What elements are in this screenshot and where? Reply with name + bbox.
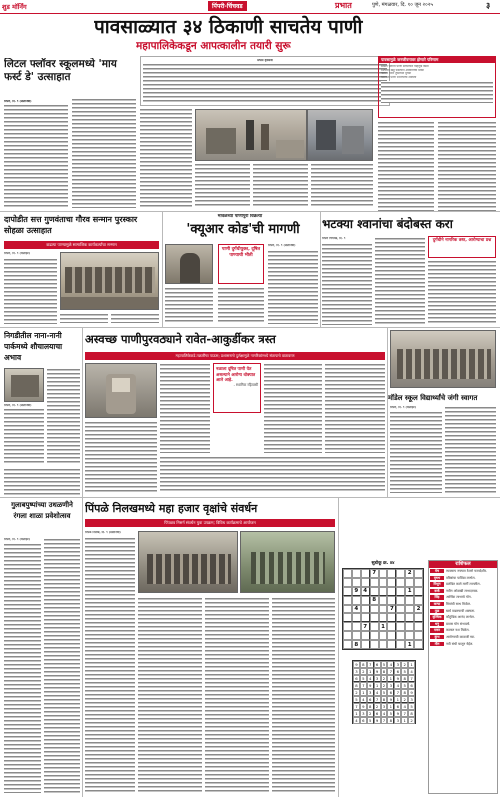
sudoku-answer-cell: 2: [408, 717, 415, 724]
sudoku-answer-cell: 3: [394, 717, 401, 724]
sudoku-cell: 8: [370, 596, 379, 605]
story9-headline: पिंपळे निलखमध्ये महा हजार वृक्षांचे संवर्धन: [85, 502, 258, 515]
sudoku-cell: [396, 613, 405, 622]
sudoku-cell: 1: [405, 640, 414, 649]
sudoku-cell: [343, 587, 352, 596]
story9-col-2: [138, 597, 202, 793]
story7-headline: मॉडेल स्कूल विद्यार्थ्यांचे जंगी स्वागत: [388, 394, 478, 402]
horoscope-item: [430, 628, 496, 632]
sudoku-cell: [352, 622, 361, 631]
sudoku-answer-cell: 9: [367, 682, 374, 689]
sudoku-cell: [379, 605, 388, 614]
story6-quote-author: - स्थानिक रहिवासी: [233, 382, 258, 387]
story1-headline: लिटल फ्लॉवर स्कूलमध्ये 'माय फर्स्ट डे' उत्साहात: [4, 58, 117, 83]
right-box-point: घरांमध्ये पाणी शिरण्याची शक्यता: [381, 75, 417, 79]
sudoku-answer-cell: 1: [401, 717, 408, 724]
story2-photo: [60, 252, 159, 310]
sudoku-answer-cell: 5: [367, 717, 374, 724]
sudoku-grid: [342, 568, 424, 650]
sudoku-answer-cell: 5: [360, 675, 367, 682]
sudoku-answer-cell: 9: [374, 717, 381, 724]
sudoku-answer-cell: 1: [374, 682, 381, 689]
story9-col-3: [205, 597, 269, 793]
sudoku-answer-cell: 2: [381, 682, 388, 689]
horoscope-sign: मकर: [430, 628, 444, 632]
sudoku-answer-cell: 3: [367, 689, 374, 696]
sudoku-answer-cell: 8: [387, 717, 394, 724]
right-box-point: सखल भागात पाणी साचल्याने वाहतूक कोंडी: [381, 65, 429, 68]
horoscope-sign: मिथुन: [430, 582, 444, 586]
sudoku-answer-cell: 1: [387, 703, 394, 710]
story3-quote-text: पाणी दुर्गंधीयुक्त, दूषित पाण्याची भीती: [221, 247, 261, 258]
sudoku-answer-cell: 8: [401, 689, 408, 696]
sudoku-cell: [396, 631, 405, 640]
sudoku-answer-cell: 2: [353, 689, 360, 696]
story4-headline: भटक्या श्वानांचा बंदोबस्त करा: [322, 217, 453, 231]
sudoku-cell: [387, 578, 396, 587]
horoscope-text: प्रवास योग संभवतो.: [446, 621, 471, 626]
sudoku-cell: 4: [352, 605, 361, 614]
horoscope-text: नवीन ओळखी लाभदायक.: [446, 588, 479, 593]
story9-photo-1: [138, 531, 238, 593]
sudoku-cell: [387, 622, 396, 631]
story7-col-2: [445, 406, 496, 493]
sudoku-answer-cell: 3: [381, 703, 388, 710]
story6-col-4: [85, 421, 157, 493]
horoscope-item: [430, 609, 496, 613]
horoscope-sign: सिंह: [430, 595, 444, 599]
sudoku-cell: 2: [414, 605, 423, 614]
horoscope-item: [430, 582, 496, 586]
right-info-box: [378, 56, 496, 118]
horoscope-item: [430, 589, 496, 593]
sudoku-answer-cell: 2: [374, 703, 381, 710]
sudoku-cell: [405, 613, 414, 622]
sudoku-cell: [405, 605, 414, 614]
sudoku-cell: [343, 596, 352, 605]
sudoku-answer-cell: 6: [408, 682, 415, 689]
sudoku-cell: 9: [352, 587, 361, 596]
story5-dateline: पिंपरी, दि. ९ (प्रतिनिधी): [4, 404, 32, 407]
horoscope-text: वरिष्ठांचा पाठिंबा लाभेल.: [446, 575, 476, 580]
sudoku-cell: [396, 569, 405, 578]
sudoku-cell: [387, 640, 396, 649]
horoscope-list: [429, 568, 497, 649]
story3-kicker: मावळच्या पाणीपुरी विक्रेत्या: [217, 214, 263, 219]
horoscope-box: [428, 560, 498, 794]
sudoku-cell: [343, 605, 352, 614]
sudoku-cell: [387, 587, 396, 596]
sudoku-answer-cell: 4: [360, 696, 367, 703]
story9-col-1: [85, 537, 135, 793]
sudoku-cell: [343, 569, 352, 578]
sudoku-cell: [370, 631, 379, 640]
horoscope-sign: कन्या: [430, 602, 444, 606]
story5-col-2: [47, 368, 80, 465]
sudoku-answer-cell: 7: [401, 710, 408, 717]
story6-headline: अस्वच्छ पाणीपुरवठ्याने रावेत-आकुर्डीकर त्रस्त: [85, 332, 276, 346]
story1-col-2: [72, 98, 136, 208]
sudoku-cell: 4: [361, 587, 370, 596]
sudoku-answer-cell: 4: [353, 717, 360, 724]
sudoku-answer-cell: 4: [394, 682, 401, 689]
sudoku-cell: [361, 596, 370, 605]
story9-col-4: [272, 597, 335, 793]
sudoku-cell: [361, 605, 370, 614]
lead-byline: प्रभात वृत्तसेवा: [257, 59, 273, 62]
horoscope-item: [430, 642, 496, 646]
sudoku-answer-cell: 7: [367, 661, 374, 668]
sudoku-answer-cell: 4: [408, 668, 415, 675]
horoscope-text: मित्रांची साथ मिळेल.: [446, 601, 472, 606]
horoscope-item: [430, 635, 496, 639]
sudoku-answer-cell: 6: [353, 675, 360, 682]
sudoku-cell: [361, 569, 370, 578]
sudoku-answer-cell: 5: [381, 689, 388, 696]
horoscope-item: [430, 569, 496, 573]
horoscope-text: कामात यश मिळेल.: [446, 628, 470, 633]
masthead: [0, 0, 500, 14]
story6-col-2: [264, 363, 322, 453]
right-box-text: [381, 81, 493, 103]
sudoku-cell: [370, 605, 379, 614]
sudoku-cell: [405, 622, 414, 631]
story9-photo-2: [240, 531, 335, 593]
story8-headline: गुलाबपुष्पांच्या उधळणीने रंगला शाळा प्रवेशोत्सव: [11, 501, 73, 520]
story3-col-2: [165, 287, 213, 324]
sudoku-cell: [343, 613, 352, 622]
horoscope-sign: कर्क: [430, 589, 444, 593]
story3-photo: [165, 244, 213, 284]
sudoku-answer-cell: 6: [374, 661, 381, 668]
story2-col-2: [60, 313, 108, 323]
sudoku-answer-cell: 7: [374, 696, 381, 703]
sudoku-cell: [370, 622, 379, 631]
story4-sidebar: [428, 236, 496, 258]
sudoku-answer-cell: 7: [353, 703, 360, 710]
sudoku-answer-grid: [352, 660, 416, 724]
sudoku-answer-cell: 7: [394, 689, 401, 696]
sudoku-cell: [414, 622, 423, 631]
story4-col-1: [322, 243, 372, 325]
story9-redbar: पिंपळव निसर्ग संवर्धन युवा उपक्रम; विविध कार्यक्रमाचे आयोजन: [85, 519, 335, 527]
sudoku-cell: [352, 613, 361, 622]
section-label: शुड मॉर्निंग: [2, 3, 27, 11]
sudoku-answer-cell: 5: [381, 661, 388, 668]
sudoku-answer-cell: 8: [353, 682, 360, 689]
lead-col-4: [311, 163, 373, 208]
edition-label: पिंपरी-चिंचवड: [208, 1, 247, 11]
sudoku-answer-cell: 3: [353, 668, 360, 675]
horoscope-item: [430, 622, 496, 626]
sudoku-cell: 8: [352, 640, 361, 649]
sudoku-cell: 7: [361, 622, 370, 631]
sudoku-cell: 2: [405, 569, 414, 578]
sudoku-cell: [387, 631, 396, 640]
horoscope-text: नवी संधी चालून येईल.: [446, 641, 474, 646]
horoscope-text: प्रलंबित कामे मार्गी लागतील.: [446, 582, 481, 587]
sudoku-answer-cell: 8: [367, 703, 374, 710]
sudoku-answer-cell: 5: [387, 710, 394, 717]
sudoku-cell: [370, 587, 379, 596]
story2-dateline: पिंपरी, दि. ९ (वार्ताहर): [4, 252, 31, 255]
horoscope-item: [430, 576, 496, 580]
sudoku-cell: [361, 640, 370, 649]
story7-dateline: पिंपरी, दि. ९ (वार्ताहर): [390, 406, 417, 409]
sudoku-cell: [414, 596, 423, 605]
sudoku-cell: [352, 578, 361, 587]
sudoku-answer-cell: 6: [394, 668, 401, 675]
sudoku-cell: [379, 613, 388, 622]
sudoku-answer-cell: 8: [360, 661, 367, 668]
lead-intro: [140, 56, 390, 106]
sudoku-cell: 7: [387, 605, 396, 614]
sudoku-answer-cell: 4: [367, 675, 374, 682]
sudoku-cell: [379, 631, 388, 640]
sudoku-answer-cell: 6: [387, 689, 394, 696]
sudoku-cell: [379, 569, 388, 578]
sudoku-cell: 7: [370, 569, 379, 578]
sudoku-answer-cell: 6: [360, 717, 367, 724]
sudoku-cell: [396, 578, 405, 587]
sudoku-answer-cell: 9: [408, 689, 415, 696]
horoscope-item: [430, 595, 496, 599]
sudoku-answer-cell: 9: [394, 675, 401, 682]
sudoku-answer-cell: 9: [360, 703, 367, 710]
sudoku-cell: [405, 596, 414, 605]
sudoku-answer-cell: 4: [374, 689, 381, 696]
sudoku-title: सुडोकू क्र. ४४: [371, 561, 395, 566]
story3-col-1: [268, 250, 318, 324]
horoscope-item: [430, 602, 496, 606]
story6-quote: [213, 363, 261, 413]
story8-col-1: [4, 543, 41, 793]
date-line: पुणे, मंगळवार, दि. १० जून २०२५: [372, 2, 433, 8]
brand-logo: प्रभात: [335, 0, 352, 10]
sudoku-cell: [414, 631, 423, 640]
lead-col-3: [253, 163, 308, 208]
story1-dateline: पिंपरी, दि. ९ (प्रतिनिधी): [4, 100, 32, 103]
sudoku-cell: [361, 578, 370, 587]
horoscope-sign: वृश्चिक: [430, 615, 444, 619]
story9-dateline: पिंपळे निलख, दि. ९ (प्रतिनिधी): [85, 531, 121, 534]
horoscope-sign: कुंभ: [430, 635, 444, 639]
sudoku-answer-cell: 1: [387, 675, 394, 682]
horoscope-sign: वृषभ: [430, 576, 444, 580]
sudoku-answer-cell: 3: [387, 682, 394, 689]
story6-redbar: महापालिकेकडे तक्रारींचा पाऊस; प्रशासनाचे दुर्लक्षामुळे नागरिकांमध्ये संतापाचे वातावरण: [85, 352, 385, 360]
sudoku-answer-cell: 1: [408, 661, 415, 668]
sudoku-cell: [387, 596, 396, 605]
sudoku-cell: [343, 578, 352, 587]
story2-redbar: वाढत्या पाण्यामुळे सामाजिक कार्यकर्त्यांचा सन्मान: [4, 241, 159, 249]
story6-quote-text: नळाला दूषित पाणी येत असल्याने आरोग्य धोक्यात आले आहे.: [216, 366, 256, 383]
sudoku-answer-cell: 3: [360, 710, 367, 717]
sudoku-cell: [396, 605, 405, 614]
story6-photo: [85, 363, 157, 418]
sudoku-cell: [379, 596, 388, 605]
sudoku-cell: [396, 622, 405, 631]
story3-col-3: [218, 287, 264, 324]
sudoku-cell: [414, 578, 423, 587]
sudoku-answer-cell: 4: [401, 703, 408, 710]
right-box-point: नाले व गटारे तुंबल्याने दुर्गंधी: [381, 72, 412, 76]
sudoku-cell: [387, 613, 396, 622]
horoscope-text: आर्थिक लाभाचे योग.: [446, 595, 472, 600]
story7-col-1: [390, 411, 442, 493]
lead-photo-1: [195, 109, 307, 161]
sudoku-cell: [396, 596, 405, 605]
page-number: ३: [486, 1, 491, 10]
sudoku-answer-cell: 9: [353, 661, 360, 668]
lead-headline: पावसाळ्यात ३४ ठिकाणी साचतेय पाणी: [94, 16, 363, 38]
sudoku-answer-cell: 8: [401, 675, 408, 682]
sudoku-answer-cell: 8: [381, 696, 388, 703]
horoscope-sign: मेष: [430, 569, 444, 573]
sudoku-cell: [379, 587, 388, 596]
sudoku-cell: [379, 578, 388, 587]
story5-photo: [4, 368, 44, 402]
sudoku-answer-cell: 6: [394, 703, 401, 710]
story8-col-2: [44, 538, 80, 793]
story5-headline: निगडीतील नाना-नानी पार्कमध्ये शौचालयाचा अभाव: [4, 331, 63, 362]
sudoku-cell: [370, 640, 379, 649]
horoscope-text: आरोग्याची काळजी घ्या.: [446, 634, 476, 639]
sudoku-answer-cell: 1: [394, 696, 401, 703]
sudoku-cell: [343, 631, 352, 640]
horoscope-text: खर्च वाढण्याची शक्यता.: [446, 608, 476, 613]
lead-photo-2: [307, 109, 373, 161]
story5-col-3: [4, 468, 80, 496]
sudoku-cell: [361, 613, 370, 622]
sudoku-answer-cell: 2: [401, 661, 408, 668]
sudoku-cell: [396, 640, 405, 649]
sudoku-cell: [370, 578, 379, 587]
lead-subhead: महापालिकेकडून आपत्कालीन तयारी सुरू: [136, 40, 291, 52]
story4-col-3: [428, 260, 496, 325]
sudoku-answer-cell: 2: [360, 668, 367, 675]
sudoku-answer-cell: 8: [408, 710, 415, 717]
sudoku-cell: [414, 613, 423, 622]
sudoku-answer-cell: 5: [408, 703, 415, 710]
horoscope-sign: धनु: [430, 622, 444, 626]
horoscope-title: राशिफल: [429, 561, 497, 568]
sudoku-cell: [414, 587, 423, 596]
sudoku-cell: [387, 569, 396, 578]
story6-col-3: [325, 363, 385, 453]
horoscope-text: व्यवसाय नफ्यात ठेवणे फायदेशीर.: [446, 569, 488, 573]
horoscope-sign: तूळ: [430, 609, 444, 613]
sudoku-answer-cell: 2: [381, 675, 388, 682]
story3-quote: [218, 244, 264, 284]
story4-col-2: [375, 237, 425, 325]
sudoku-answer-cell: 4: [387, 661, 394, 668]
sudoku-answer-cell: 3: [408, 696, 415, 703]
sudoku-answer-cell: 2: [401, 696, 408, 703]
right-col-2: [438, 121, 496, 211]
sudoku-answer-cell: 5: [353, 696, 360, 703]
right-box-point: रस्त्यांवर खड्डे पडल्याने अपघातांचा धोका: [381, 68, 424, 72]
sudoku-answer-cell: 8: [381, 668, 388, 675]
sudoku-answer-cell: 4: [381, 710, 388, 717]
sudoku-answer-cell: 9: [394, 710, 401, 717]
sudoku-cell: [405, 631, 414, 640]
story3-headline: 'क्यूआर कोड'ची मागणी: [186, 222, 300, 237]
story6-col-1: [160, 363, 210, 453]
lead-col-1: [140, 108, 192, 208]
sudoku-answer-cell: 1: [360, 689, 367, 696]
sudoku-cell: [414, 569, 423, 578]
sudoku-answer-cell: 9: [374, 668, 381, 675]
sudoku-answer-cell: 6: [367, 696, 374, 703]
sudoku-answer-cell: 1: [367, 668, 374, 675]
sudoku-cell: [352, 596, 361, 605]
sudoku-answer-cell: 7: [381, 717, 388, 724]
horoscope-text: कौटुंबिक आनंद लाभेल.: [446, 615, 475, 620]
sudoku-cell: [414, 640, 423, 649]
sudoku-cell: [370, 613, 379, 622]
story7-photo: [390, 330, 496, 388]
sudoku-cell: [361, 631, 370, 640]
horoscope-sign: मीन: [430, 642, 444, 646]
sudoku-answer-cell: 3: [374, 675, 381, 682]
sudoku-cell: [405, 578, 414, 587]
sudoku-answer-cell: 1: [353, 710, 360, 717]
sudoku-cell: [343, 640, 352, 649]
story2-col-3: [111, 313, 159, 323]
sudoku-answer-cell: 5: [401, 668, 408, 675]
story4-sidebar-text: दुर्गंधीने नागरिक त्रस्त, आरोग्याचा प्रश्न: [432, 238, 492, 243]
story2-headline: दापोडीत सत्त गुणवंताचा गौरव सन्मान पुरस्कार सोहळा उत्साहात: [4, 215, 138, 235]
sudoku-cell: 1: [405, 587, 414, 596]
sudoku-cell: [396, 587, 405, 596]
horoscope-item: [430, 615, 496, 619]
sudoku-answer-cell: 7: [387, 668, 394, 675]
right-box-title: पावसामुळे जनजीवनावर होणारे परिणाम: [379, 57, 495, 63]
story2-col-1: [4, 258, 57, 324]
sudoku-answer-cell: 2: [367, 710, 374, 717]
sudoku-cell: [352, 569, 361, 578]
sudoku-cell: [343, 622, 352, 631]
sudoku-answer-cell: 9: [387, 696, 394, 703]
lead-intro-text: [143, 63, 387, 103]
story6-col-5: [160, 456, 385, 493]
right-col-1: [378, 121, 434, 211]
story5-col-1: [4, 408, 44, 465]
sudoku-answer-cell: 7: [360, 682, 367, 689]
sudoku-answer-cell: 3: [394, 661, 401, 668]
story4-dateline: पिंपरी चिंचवड, दि. ९: [322, 237, 346, 240]
sudoku-answer-cell: 6: [374, 710, 381, 717]
story8-dateline: पिंपरी, दि. ९ (वार्ताहर): [4, 538, 31, 541]
sudoku-cell: 1: [379, 622, 388, 631]
sudoku-cell: [352, 631, 361, 640]
story3-dateline: पिंपरी, दि. ९ (प्रतिनिधी): [268, 244, 296, 247]
sudoku-cell: [379, 640, 388, 649]
sudoku-answer-cell: 7: [408, 675, 415, 682]
lead-col-2: [195, 163, 250, 208]
story1-col-1: [4, 104, 68, 208]
sudoku-answer-cell: 5: [401, 682, 408, 689]
